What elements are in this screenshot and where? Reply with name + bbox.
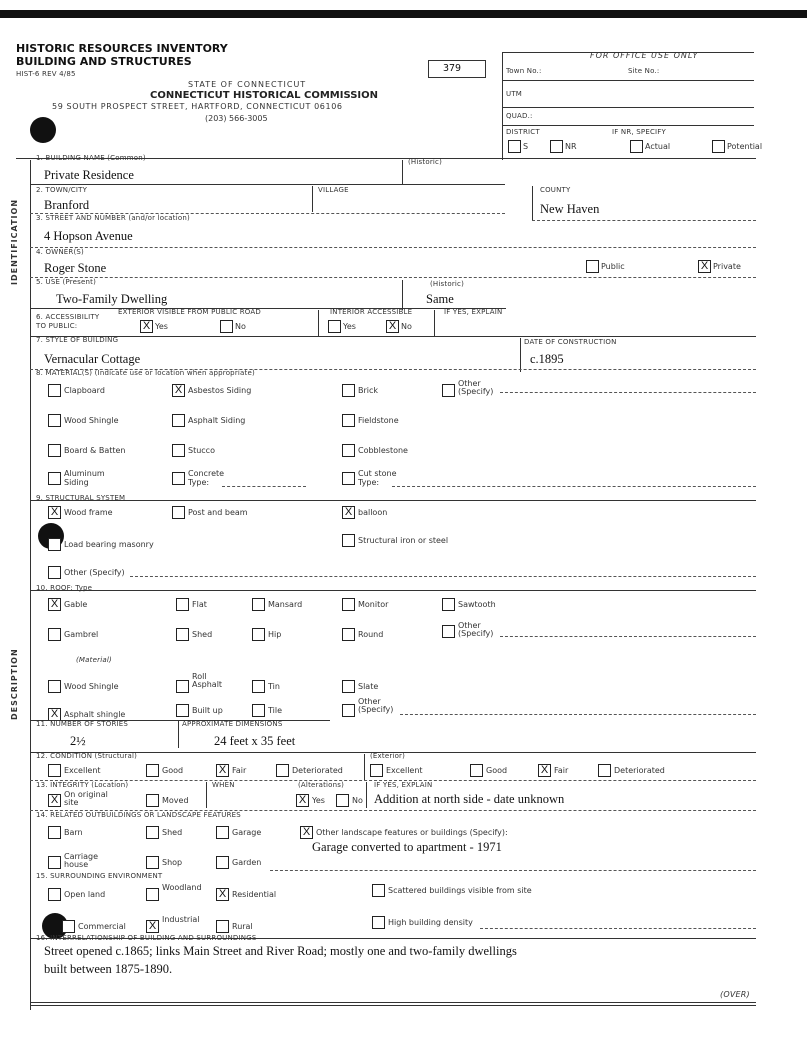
over-label: (OVER) xyxy=(720,990,750,999)
carriage-house-label: Carriage house xyxy=(64,852,99,869)
brick-label: Brick xyxy=(358,386,379,395)
other-material-label: Other (Specify) xyxy=(458,379,494,396)
checkbox-board-batten[interactable] xyxy=(48,444,61,457)
town-no-label: Town No.: xyxy=(506,67,542,75)
load-bearing-label: Load bearing masonry xyxy=(64,540,154,549)
checkbox-other-material-roof[interactable] xyxy=(342,704,355,717)
site-no-label: Site No.: xyxy=(628,67,660,75)
public-label: Public xyxy=(601,262,625,271)
scattered-label: Scattered buildings visible from site xyxy=(388,886,532,895)
clapboard-label: Clapboard xyxy=(64,386,105,395)
county-label: COUNTY xyxy=(540,186,571,194)
monitor-label: Monitor xyxy=(358,600,389,609)
checkbox-residential[interactable]: X xyxy=(216,888,229,901)
integrity-label: 13. INTEGRITY (Location) xyxy=(36,781,129,789)
slate-label: Slate xyxy=(358,682,379,691)
interrelation-label: 16. INTERRELATIONSHIP OF BUILDING AND SURROUNDINGS xyxy=(36,934,257,942)
use-historic-label: (Historic) xyxy=(430,280,465,288)
alterations-yes-checkbox[interactable]: X xyxy=(296,794,309,807)
cut-stone-label: Cut stone Type: xyxy=(358,469,397,487)
checkbox-gambrel[interactable] xyxy=(48,628,61,641)
date-value: c.1895 xyxy=(530,352,564,366)
checkbox-asphalt-siding[interactable] xyxy=(172,414,185,427)
exterior-fair-label: Fair xyxy=(554,766,569,775)
woodland-label: Woodland xyxy=(162,883,202,892)
garden-label: Garden xyxy=(232,858,262,867)
other-structure-label: Other (Specify) xyxy=(64,568,125,577)
checkbox-shed-outbuilding[interactable] xyxy=(146,826,159,839)
checkbox-roll-asphalt[interactable] xyxy=(176,680,189,693)
potential-label: Potential xyxy=(727,142,763,151)
checkbox-industrial[interactable]: X xyxy=(146,920,159,933)
roll-asphalt-label: Roll Asphalt xyxy=(192,672,223,689)
roof-wood-shingle-label: Wood Shingle xyxy=(64,682,119,691)
high-density-label: High building density xyxy=(388,918,473,927)
checkbox-wood-shingle[interactable] xyxy=(48,414,61,427)
office-use-title: FOR OFFICE USE ONLY xyxy=(590,51,699,60)
stories-label: 11. NUMBER OF STORIES xyxy=(36,720,129,728)
district-label: DISTRICT xyxy=(506,128,540,136)
round-label: Round xyxy=(358,630,384,639)
hip-label: Hip xyxy=(268,630,282,639)
interrelation-text-1: Street opened c.1865; links Main Street and River Road; mostly one and two-family dwellings xyxy=(44,944,517,958)
checkbox-garage[interactable] xyxy=(216,826,229,839)
checkbox-moved[interactable] xyxy=(146,794,159,807)
shed-outbuilding-label: Shed xyxy=(162,828,183,837)
exterior-visible-label: EXTERIOR VISIBLE FROM PUBLIC ROAD xyxy=(118,308,261,316)
shed-label: Shed xyxy=(192,630,213,639)
tin-label: Tin xyxy=(268,682,280,691)
checkbox-stucco[interactable] xyxy=(172,444,185,457)
use-present-value: Two-Family Dwelling xyxy=(56,292,168,306)
checkbox-built-up[interactable] xyxy=(176,704,189,717)
stucco-label: Stucco xyxy=(188,446,215,455)
checkbox-cobblestone[interactable] xyxy=(342,444,355,457)
barn-label: Barn xyxy=(64,828,83,837)
exterior-excellent-checkbox[interactable] xyxy=(370,764,383,777)
checkbox-commercial[interactable] xyxy=(62,920,75,933)
industrial-label: Industrial xyxy=(162,915,200,924)
checkbox-open-land[interactable] xyxy=(48,888,61,901)
interior-accessible-label: INTERIOR ACCESSIBLE xyxy=(330,308,413,316)
checkbox-carriage-house[interactable] xyxy=(48,856,61,869)
checkbox-balloon[interactable]: X xyxy=(342,506,355,519)
checkbox-tin[interactable] xyxy=(252,680,265,693)
checkbox-shed[interactable] xyxy=(176,628,189,641)
open-land-label: Open land xyxy=(64,890,106,899)
checkbox-clapboard[interactable] xyxy=(48,384,61,397)
balloon-label: balloon xyxy=(358,508,388,517)
form-subtitle: BUILDING AND STRUCTURES xyxy=(16,55,192,68)
asphalt-shingle-label: Asphalt shingle xyxy=(64,710,126,719)
alterations-no-label: No xyxy=(352,796,363,805)
commercial-label: Commercial xyxy=(78,922,126,931)
checkbox-garden[interactable] xyxy=(216,856,229,869)
checkbox-slate[interactable] xyxy=(342,680,355,693)
structural-deteriorated-label: Deteriorated xyxy=(292,766,343,775)
interior-no-label: No xyxy=(401,322,412,331)
built-up-label: Built up xyxy=(192,706,223,715)
interrelation-text-2: built between 1875-1890. xyxy=(44,962,173,976)
checkbox-concrete[interactable] xyxy=(172,472,185,485)
condition-label: 12. CONDITION (Structural) xyxy=(36,752,138,760)
gable-label: Gable xyxy=(64,600,88,609)
checkbox-asphalt-shingle[interactable]: X xyxy=(48,708,61,721)
structural-excellent-label: Excellent xyxy=(64,766,101,775)
rural-label: Rural xyxy=(232,922,253,931)
structural-deteriorated-checkbox[interactable] xyxy=(276,764,289,777)
checkbox-scattered[interactable] xyxy=(372,884,385,897)
section-identification: IDENTIFICATION xyxy=(10,198,19,285)
checkbox-actual[interactable] xyxy=(630,140,643,153)
checkbox-aluminum[interactable] xyxy=(48,472,61,485)
town-label: 2. TOWN/CITY xyxy=(36,186,88,194)
condition-exterior-label: (Exterior) xyxy=(370,752,406,760)
owner-value: Roger Stone xyxy=(44,261,107,275)
roof-material-label: (Material) xyxy=(76,656,112,664)
exterior-no-label: No xyxy=(235,322,246,331)
date-label: DATE OF CONSTRUCTION xyxy=(524,338,617,346)
exterior-good-checkbox[interactable] xyxy=(470,764,483,777)
use-historic-value: Same xyxy=(426,292,454,306)
checkbox-nr[interactable] xyxy=(550,140,563,153)
alterations-yes-label: Yes xyxy=(312,796,325,805)
checkbox-barn[interactable] xyxy=(48,826,61,839)
environment-label: 15. SURROUNDING ENVIRONMENT xyxy=(36,872,163,880)
use-label: 5. USE (Present) xyxy=(36,278,97,286)
related-note: Garage converted to apartment - 1971 xyxy=(312,840,502,854)
checkbox-brick[interactable] xyxy=(342,384,355,397)
checkbox-wood-frame[interactable]: X xyxy=(48,506,61,519)
checkbox-roof-wood-shingle[interactable] xyxy=(48,680,61,693)
structural-fair-label: Fair xyxy=(232,766,247,775)
interior-yes-checkbox[interactable] xyxy=(328,320,341,333)
checkbox-s[interactable] xyxy=(508,140,521,153)
checkbox-load-bearing[interactable] xyxy=(48,538,61,551)
if-yes-explain-label: IF YES, EXPLAIN xyxy=(444,308,503,316)
town-value: Branford xyxy=(44,198,90,212)
on-original-site-label: On original site xyxy=(64,790,108,807)
other-landscape-label: Other landscape features or buildings (Specify): xyxy=(316,828,508,837)
commission-label: CONNECTICUT HISTORICAL COMMISSION xyxy=(150,90,379,101)
exterior-yes-checkbox[interactable]: X xyxy=(140,320,153,333)
structural-label: 9. STRUCTURAL SYSTEM xyxy=(36,494,126,502)
checkbox-round[interactable] xyxy=(342,628,355,641)
checkbox-cut-stone[interactable] xyxy=(342,472,355,485)
checkbox-post-beam[interactable] xyxy=(172,506,185,519)
when-label: WHEN xyxy=(212,781,235,789)
top-border xyxy=(0,10,807,18)
other-roof-label: Other (Specify) xyxy=(458,621,494,638)
checkbox-gable[interactable]: X xyxy=(48,598,61,611)
form-title: HISTORIC RESOURCES INVENTORY xyxy=(16,42,228,55)
style-label: 7. STYLE OF BUILDING xyxy=(36,336,119,344)
checkbox-monitor[interactable] xyxy=(342,598,355,611)
checkbox-woodland[interactable] xyxy=(146,888,159,901)
checkbox-fieldstone[interactable] xyxy=(342,414,355,427)
sawtooth-label: Sawtooth xyxy=(458,600,496,609)
other-material-roof-label: Other (Specify) xyxy=(358,697,394,714)
dimensions-label: APPROXIMATE DIMENSIONS xyxy=(182,720,283,728)
checkbox-sawtooth[interactable] xyxy=(442,598,455,611)
style-value: Vernacular Cottage xyxy=(44,352,141,366)
quad-label: QUAD.: xyxy=(506,112,533,120)
nr-label: NR xyxy=(565,142,577,151)
exterior-fair-checkbox[interactable]: X xyxy=(538,764,551,777)
cobblestone-label: Cobblestone xyxy=(358,446,408,455)
checkbox-on-original-site[interactable]: X xyxy=(48,794,61,807)
alteration-note: Addition at north side - date unknown xyxy=(374,792,565,806)
commission-phone: (203) 566-3005 xyxy=(205,114,268,123)
mansard-label: Mansard xyxy=(268,600,303,609)
dimensions-value: 24 feet x 35 feet xyxy=(214,734,296,748)
alterations-label: (Alterations) xyxy=(298,781,345,789)
building-name-label: 1. BUILDING NAME (Common) xyxy=(36,154,146,162)
residential-label: Residential xyxy=(232,890,277,899)
tile-label: Tile xyxy=(268,706,283,715)
actual-label: Actual xyxy=(645,142,671,151)
garage-label: Garage xyxy=(232,828,262,837)
punch-hole xyxy=(30,117,56,143)
building-name-value: Private Residence xyxy=(44,168,134,182)
interior-no-checkbox[interactable]: X xyxy=(386,320,399,333)
owner-label: 4. OWNER(S) xyxy=(36,248,84,256)
checkbox-other-landscape[interactable]: X xyxy=(300,826,313,839)
exterior-good-label: Good xyxy=(486,766,508,775)
exterior-deteriorated-checkbox[interactable] xyxy=(598,764,611,777)
street-value: 4 Hopson Avenue xyxy=(44,229,133,243)
structural-excellent-checkbox[interactable] xyxy=(48,764,61,777)
exterior-no-checkbox[interactable] xyxy=(220,320,233,333)
asbestos-label: Asbestos Siding xyxy=(188,386,252,395)
aluminum-label: Aluminum Siding xyxy=(64,469,105,487)
checkbox-other-roof[interactable] xyxy=(442,625,455,638)
structural-iron-label: Structural iron or steel xyxy=(358,536,449,545)
checkbox-rural[interactable] xyxy=(216,920,229,933)
village-label: VILLAGE xyxy=(318,186,349,194)
street-label: 3. STREET AND NUMBER (and/or location) xyxy=(36,214,190,222)
structural-good-label: Good xyxy=(162,766,184,775)
post-beam-label: Post and beam xyxy=(188,508,248,517)
materials-label: 8. MATERIAL(S) (Indicate use or location when appropriate) xyxy=(36,369,255,377)
nr-specify-label: IF NR, SPECIFY xyxy=(612,128,667,136)
asphalt-siding-label: Asphalt Siding xyxy=(188,416,246,425)
checkbox-potential[interactable] xyxy=(712,140,725,153)
building-name-historic-label: (Historic) xyxy=(408,158,443,166)
inventory-number: 379 xyxy=(443,63,462,74)
checkbox-shop[interactable] xyxy=(146,856,159,869)
shop-label: Shop xyxy=(162,858,183,867)
state-label: STATE OF CONNECTICUT xyxy=(188,80,307,89)
checkbox-flat[interactable] xyxy=(176,598,189,611)
gambrel-label: Gambrel xyxy=(64,630,99,639)
checkbox-high-density[interactable] xyxy=(372,916,385,929)
stories-value: 2½ xyxy=(70,734,86,748)
checkbox-structural-iron[interactable] xyxy=(342,534,355,547)
checkbox-tile[interactable] xyxy=(252,704,265,717)
checkbox-other-material[interactable] xyxy=(442,384,455,397)
utm-label: UTM xyxy=(506,90,523,98)
checkbox-hip[interactable] xyxy=(252,628,265,641)
checkbox-asbestos[interactable]: X xyxy=(172,384,185,397)
commission-address: 59 SOUTH PROSPECT STREET, HARTFORD, CONNECTICUT 06106 xyxy=(52,102,343,111)
accessibility-label: 6. ACCESSIBILITY TO PUBLIC: xyxy=(36,313,100,330)
form-id: HIST-6 REV 4/85 xyxy=(16,70,76,78)
checkbox-mansard[interactable] xyxy=(252,598,265,611)
wood-shingle-label: Wood Shingle xyxy=(64,416,119,425)
flat-label: Flat xyxy=(192,600,207,609)
exterior-excellent-label: Excellent xyxy=(386,766,423,775)
interior-yes-label: Yes xyxy=(343,322,356,331)
county-value: New Haven xyxy=(540,202,600,216)
alterations-explain-label: IF YES, EXPLAIN xyxy=(374,781,433,789)
concrete-label: Concrete Type: xyxy=(188,469,225,487)
alterations-no-checkbox[interactable] xyxy=(336,794,349,807)
fieldstone-label: Fieldstone xyxy=(358,416,399,425)
wood-frame-label: Wood frame xyxy=(64,508,113,517)
checkbox-public[interactable] xyxy=(586,260,599,273)
roof-label: 10. ROOF: Type xyxy=(36,584,93,592)
s-label: S xyxy=(523,142,529,151)
section-description: DESCRIPTION xyxy=(10,648,19,720)
exterior-deteriorated-label: Deteriorated xyxy=(614,766,665,775)
checkbox-private[interactable]: X xyxy=(698,260,711,273)
structural-good-checkbox[interactable] xyxy=(146,764,159,777)
moved-label: Moved xyxy=(162,796,189,805)
exterior-yes-label: Yes xyxy=(155,322,168,331)
checkbox-other-structure[interactable] xyxy=(48,566,61,579)
structural-fair-checkbox[interactable]: X xyxy=(216,764,229,777)
related-label: 14. RELATED OUTBUILDINGS OR LANDSCAPE FEATURES xyxy=(36,811,241,819)
board-batten-label: Board & Batten xyxy=(64,446,126,455)
private-label: Private xyxy=(713,262,741,271)
